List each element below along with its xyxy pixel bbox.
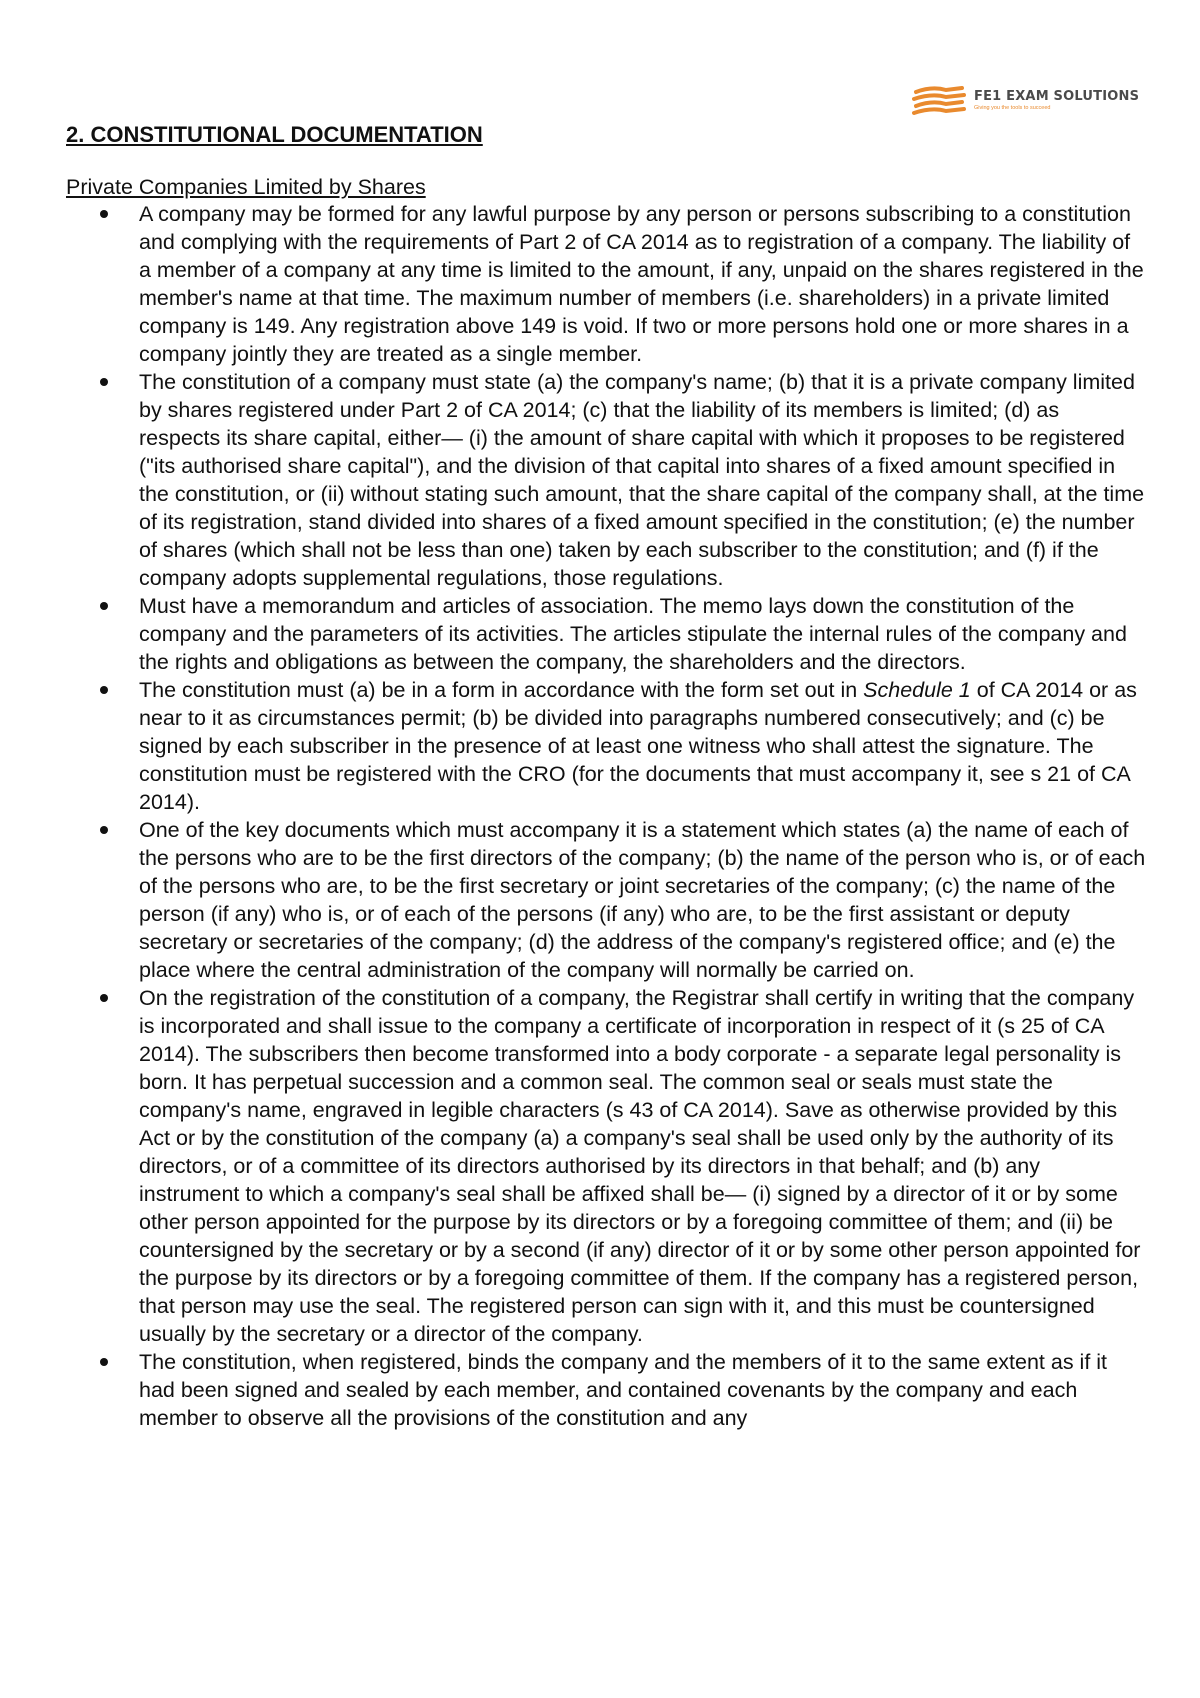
list-item-text: A company may be formed for any lawful purpose by any person or persons subscribing to a constitution and complying with the requirements of Part 2 of CA 2014 as to registration of a company. The liability of a member of a company at any time is limited to the amount, if any, unpaid on the shares registered in the member's name at that time. The maximum number of members (i.e. shareholders) in a private limited company is 149. Any registration above 149 is void. If two or more persons hold one or more shares in a company jointly they are treated as a single member. bbox=[139, 202, 1144, 366]
brand-logo bbox=[910, 80, 1150, 120]
list-item-text-before: The constitution must (a) be in a form in accordance with the form set out in bbox=[139, 678, 864, 702]
list-item bbox=[66, 1348, 1146, 1432]
stacked-books-icon bbox=[910, 82, 968, 118]
bullet-icon bbox=[100, 1358, 108, 1366]
document-body bbox=[66, 122, 1146, 1432]
list-item bbox=[66, 200, 1146, 368]
list-item bbox=[66, 984, 1146, 1348]
list-item-text: Must have a memorandum and articles of association. The memo lays down the constitution of the company and the parameters of its activities. The articles stipulate the internal rules of the company and the rights and obligations as between the company, the shareholders and the directors. bbox=[139, 594, 1127, 674]
list-item bbox=[66, 592, 1146, 676]
logo-tagline: Giving you the tools to succeed bbox=[974, 104, 1051, 111]
list-item-text: On the registration of the constitution of a company, the Registrar shall certify in writing that the company is incorporated and shall issue to the company a certificate of incorporation in respect of it (s 25 of CA 2014). The subscribers then become transformed into a body corporate - a separate legal personality is born. It has perpetual succession and a common seal. The common seal or seals must state the company's name, engraved in legible characters (s 43 of CA 2014). Save as otherwise provided by this Act or by the constitution of the company (a) a company's seal shall be used only by the authority of its directors, or of a committee of its directors authorised by its directors in that behalf; and (b) any instrument to which a company's seal shall be affixed shall be— (i) signed by a director of it or by some other person appointed for the purpose by its directors or by a foregoing committee of them; and (ii) be countersigned by the secretary or by a second (if any) director of it or by some other person appointed for the purpose by its directors or by a foregoing committee of them. If the company has a registered person, that person may use the seal. The registered person can sign with it, and this must be countersigned usually by the secretary or a director of the company. bbox=[139, 986, 1141, 1346]
logo-title: FE1 EXAM SOLUTIONS bbox=[974, 88, 1140, 104]
bullet-icon bbox=[100, 994, 108, 1002]
bullet-icon bbox=[100, 686, 108, 694]
list-item bbox=[66, 816, 1146, 984]
list-item bbox=[66, 676, 1146, 816]
bullet-icon bbox=[100, 602, 108, 610]
bullet-icon bbox=[100, 210, 108, 218]
schedule-reference: Schedule 1 bbox=[863, 678, 971, 702]
list-item bbox=[66, 368, 1146, 592]
list-item-text-after: of CA 2014 or as near to it as circumstances permit; (b) be divided into paragraphs numbered consecutively; and (c) be signed by each subscriber in the presence of at least one witness who shall attest the signature. The constitution must be registered with the CRO (for the documents that must accompany it, see s 21 of CA 2014). bbox=[139, 678, 1137, 814]
section-heading: 2. CONSTITUTIONAL DOCUMENTATION bbox=[66, 122, 483, 147]
bullet-list bbox=[66, 200, 1146, 1432]
list-item-text: The constitution of a company must state (a) the company's name; (b) that it is a private company limited by shares registered under Part 2 of CA 2014; (c) that the liability of its members is limited; (d) as respects its share capital, either— (i) the amount of share capital with which it proposes to be registered ("its authorised share capital"), and the division of that capital into shares of a fixed amount specified in the constitution, or (ii) without stating such amount, that the share capital of the company shall, at the time of its registration, stand divided into shares of a fixed amount specified in the constitution; (e) the number of shares (which shall not be less than one) taken by each subscriber to the constitution; and (f) if the company adopts supplemental regulations, those regulations. bbox=[139, 370, 1145, 590]
list-item-text: The constitution, when registered, binds the company and the members of it to the same extent as if it had been signed and sealed by each member, and contained covenants by the company and each member to observe all the provisions of the constitution and any bbox=[139, 1350, 1108, 1430]
subsection-heading: Private Companies Limited by Shares bbox=[66, 175, 426, 199]
bullet-icon bbox=[100, 378, 108, 386]
bullet-icon bbox=[100, 826, 108, 834]
list-item-text: One of the key documents which must accompany it is a statement which states (a) the name of each of the persons who are to be the first directors of the company; (b) the name of the person who is, or of each of the persons who are, to be the first secretary or joint secretaries of the company; (c) the name of the person (if any) who is, or of each of the persons (if any) who are, to be the first assistant or deputy secretary or secretaries of the company; (d) the address of the company's registered office; and (e) the place where the central administration of the company will normally be carried on. bbox=[139, 818, 1146, 982]
